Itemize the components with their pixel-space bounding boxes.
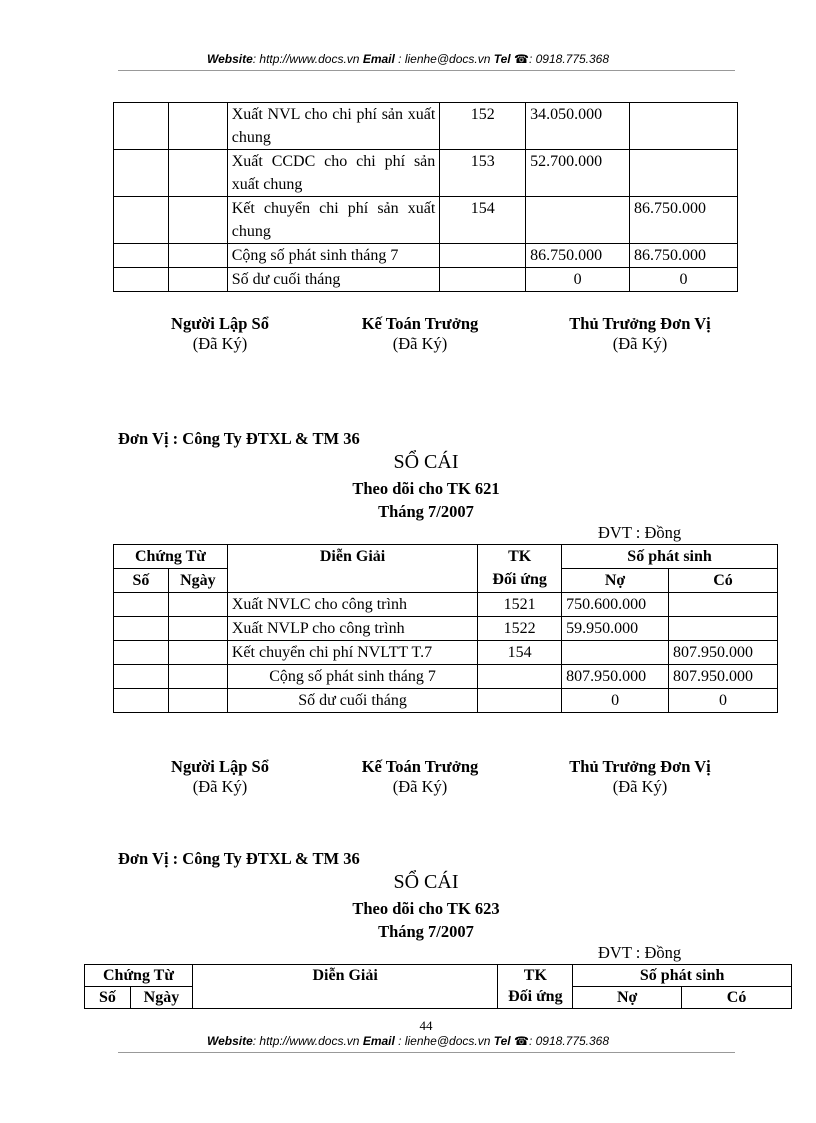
row-desc: Kết chuyển chi phí sản xuất chung bbox=[227, 197, 440, 244]
row-credit: 86.750.000 bbox=[630, 244, 738, 268]
row-credit: 807.950.000 bbox=[669, 665, 778, 689]
footer-divider bbox=[118, 1052, 735, 1053]
currency-unit: ĐVT : Đồng bbox=[598, 523, 682, 542]
ledger-627-table bbox=[113, 102, 738, 292]
row-credit bbox=[669, 617, 778, 641]
header-account: TK Đối ứng bbox=[478, 545, 562, 593]
row-desc: Cộng số phát sinh tháng 7 bbox=[227, 244, 440, 268]
row-account: 1522 bbox=[478, 617, 562, 641]
phone-icon: ☎ bbox=[514, 52, 529, 66]
header-desc: Diễn Giải bbox=[192, 965, 497, 1009]
row-desc: Xuất CCDC cho chi phí sản xuất chung bbox=[227, 150, 440, 197]
signature-director bbox=[550, 314, 730, 354]
signature-title: Kế Toán Trưởng bbox=[361, 314, 479, 333]
header-account: TK Đối ứng bbox=[498, 965, 573, 1009]
row-credit bbox=[630, 150, 738, 197]
email-label: Email bbox=[362, 52, 395, 66]
row-debit bbox=[562, 641, 669, 665]
signature-chief-accountant bbox=[335, 757, 505, 797]
signature-status: (Đã Ký) bbox=[392, 777, 448, 796]
signature-title: Kế Toán Trưởng bbox=[361, 757, 479, 776]
page-header bbox=[0, 52, 816, 66]
row-account bbox=[478, 689, 562, 713]
table-row bbox=[114, 689, 778, 713]
signature-status: (Đã Ký) bbox=[612, 334, 668, 353]
row-account bbox=[440, 268, 526, 292]
row-debit: 86.750.000 bbox=[526, 244, 630, 268]
header-desc: Diễn Giải bbox=[227, 545, 477, 593]
row-account bbox=[478, 665, 562, 689]
website-value[interactable]: : http://www.docs.vn bbox=[252, 1034, 360, 1048]
row-account: 152 bbox=[440, 103, 526, 150]
header-debit: Nợ bbox=[562, 569, 669, 593]
row-debit: 52.700.000 bbox=[526, 150, 630, 197]
table-row bbox=[114, 641, 778, 665]
row-desc: Xuất NVL cho chi phí sản xuất chung bbox=[227, 103, 440, 150]
ledger-subtitle: Theo dõi cho TK 621 bbox=[352, 479, 500, 498]
row-account: 1521 bbox=[478, 593, 562, 617]
signature-title: Người Lập Sổ bbox=[171, 314, 269, 333]
row-account: 153 bbox=[440, 150, 526, 197]
row-debit: 807.950.000 bbox=[562, 665, 669, 689]
ledger-621-table bbox=[113, 544, 778, 713]
ledger-month: Tháng 7/2007 bbox=[378, 922, 474, 941]
row-credit bbox=[630, 103, 738, 150]
row-desc: Xuất NVLP cho công trình bbox=[227, 617, 477, 641]
header-number: Số bbox=[85, 987, 131, 1009]
signature-status: (Đã Ký) bbox=[612, 777, 668, 796]
table-row bbox=[114, 244, 738, 268]
header-divider bbox=[118, 70, 735, 71]
table-row bbox=[114, 593, 778, 617]
row-credit: 0 bbox=[669, 689, 778, 713]
row-credit: 807.950.000 bbox=[669, 641, 778, 665]
row-credit: 0 bbox=[630, 268, 738, 292]
row-desc: Số dư cuối tháng bbox=[227, 268, 440, 292]
ledger-month: Tháng 7/2007 bbox=[378, 502, 474, 521]
signature-status: (Đã Ký) bbox=[192, 777, 248, 796]
row-debit: 750.600.000 bbox=[562, 593, 669, 617]
header-amount: Số phát sinh bbox=[562, 545, 778, 569]
ledger-subtitle: Theo dõi cho TK 623 bbox=[352, 899, 500, 918]
website-label: Website bbox=[206, 52, 253, 66]
ledger-623-table bbox=[84, 964, 792, 1009]
row-debit: 59.950.000 bbox=[562, 617, 669, 641]
email-value[interactable]: : lienhe@docs.vn bbox=[394, 52, 491, 66]
header-date: Ngày bbox=[168, 569, 227, 593]
unit-name: Đơn Vị : Công Ty ĐTXL & TM 36 bbox=[118, 429, 360, 448]
signature-status: (Đã Ký) bbox=[192, 334, 248, 353]
row-debit: 34.050.000 bbox=[526, 103, 630, 150]
header-number: Số bbox=[114, 569, 169, 593]
signature-preparer bbox=[140, 314, 300, 354]
row-desc: Cộng số phát sinh tháng 7 bbox=[227, 665, 477, 689]
row-debit: 0 bbox=[562, 689, 669, 713]
row-account: 154 bbox=[478, 641, 562, 665]
email-value[interactable]: : lienhe@docs.vn bbox=[394, 1034, 491, 1048]
ledger-title: SỔ CÁI bbox=[393, 451, 459, 473]
header-credit: Có bbox=[682, 987, 792, 1009]
website-label: Website bbox=[206, 1034, 253, 1048]
signature-chief-accountant bbox=[335, 314, 505, 354]
table-row bbox=[114, 150, 738, 197]
signature-title: Người Lập Sổ bbox=[171, 757, 269, 776]
row-debit bbox=[526, 197, 630, 244]
phone-icon: ☎ bbox=[514, 1034, 529, 1048]
ledger-title: SỔ CÁI bbox=[393, 871, 459, 893]
tel-value: : 0918.775.368 bbox=[528, 1034, 610, 1048]
row-credit bbox=[669, 593, 778, 617]
tel-label: Tel bbox=[493, 52, 511, 66]
table-row bbox=[114, 617, 778, 641]
row-account bbox=[440, 244, 526, 268]
tel-label: Tel bbox=[493, 1034, 511, 1048]
row-account: 154 bbox=[440, 197, 526, 244]
page-number: 44 bbox=[419, 1018, 433, 1033]
header-voucher: Chứng Từ bbox=[114, 545, 228, 569]
table-row bbox=[114, 103, 738, 150]
row-desc: Xuất NVLC cho công trình bbox=[227, 593, 477, 617]
table-row bbox=[114, 665, 778, 689]
header-credit: Có bbox=[669, 569, 778, 593]
currency-unit: ĐVT : Đồng bbox=[598, 943, 682, 962]
signature-title: Thủ Trưởng Đơn Vị bbox=[569, 314, 711, 333]
table-row bbox=[114, 268, 738, 292]
row-desc: Kết chuyển chi phí NVLTT T.7 bbox=[227, 641, 477, 665]
header-date: Ngày bbox=[130, 987, 192, 1009]
row-debit: 0 bbox=[526, 268, 630, 292]
email-label: Email bbox=[362, 1034, 395, 1048]
header-voucher: Chứng Từ bbox=[85, 965, 193, 987]
page-footer bbox=[0, 1034, 816, 1048]
signature-status: (Đã Ký) bbox=[392, 334, 448, 353]
signature-preparer bbox=[140, 757, 300, 797]
row-desc: Số dư cuối tháng bbox=[227, 689, 477, 713]
signature-title: Thủ Trưởng Đơn Vị bbox=[569, 757, 711, 776]
header-debit: Nợ bbox=[573, 987, 682, 1009]
tel-value: : 0918.775.368 bbox=[528, 52, 610, 66]
website-value[interactable]: : http://www.docs.vn bbox=[252, 52, 360, 66]
signature-director bbox=[550, 757, 730, 797]
table-row bbox=[114, 197, 738, 244]
header-amount: Số phát sinh bbox=[573, 965, 792, 987]
unit-name: Đơn Vị : Công Ty ĐTXL & TM 36 bbox=[118, 849, 360, 868]
row-credit: 86.750.000 bbox=[630, 197, 738, 244]
